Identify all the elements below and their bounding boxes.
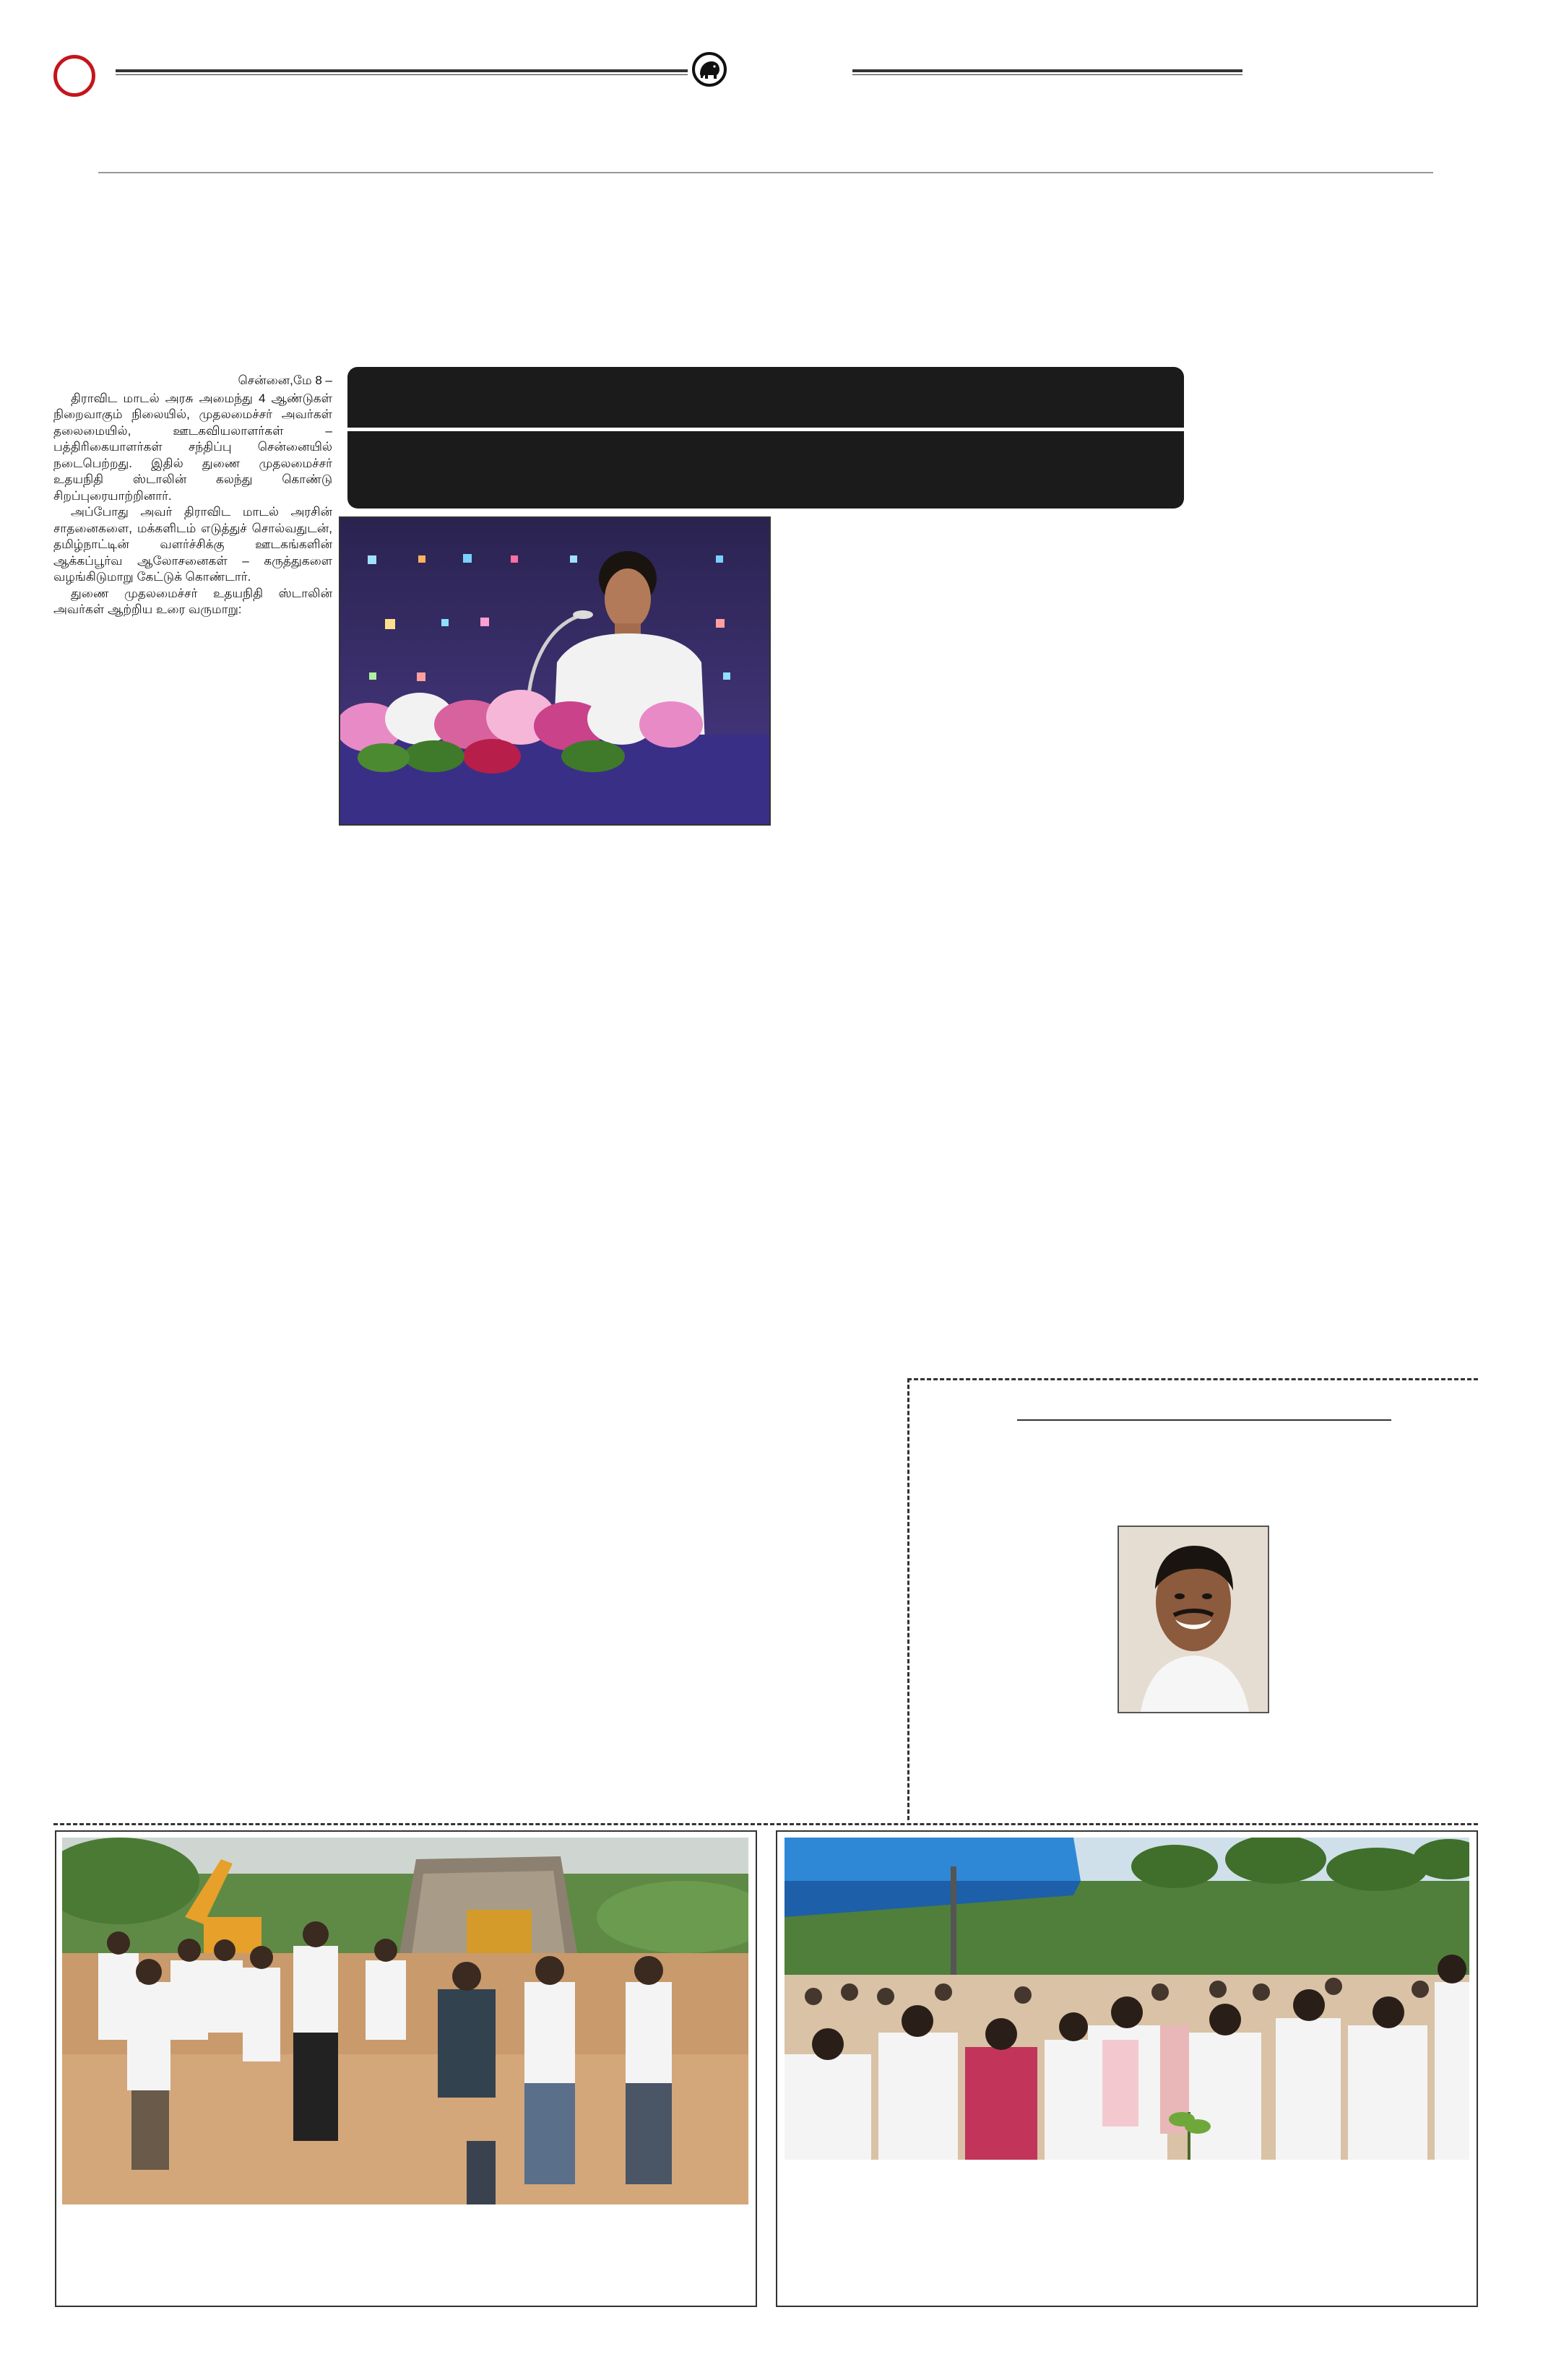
headline-divider xyxy=(347,428,1184,431)
article-paragraph: துணை முதலமைச்சர் உதயநிதி ஸ்டாலின் அவர்கள் ஆற்றிய உரை வருமாறு: xyxy=(53,586,332,616)
sidebox-top-border xyxy=(907,1378,1478,1380)
header-rule-right xyxy=(852,69,1242,75)
site-inspection-photo xyxy=(62,1838,748,2204)
headline-band xyxy=(347,367,1184,509)
article-dateline: சென்னை,மே 8 – xyxy=(238,373,332,387)
sidebox-left-border xyxy=(907,1378,909,1820)
page-marker-circle xyxy=(53,55,95,97)
section-dashed-rule xyxy=(53,1823,1478,1825)
minister-portrait xyxy=(1118,1526,1269,1713)
header-separator xyxy=(98,172,1433,173)
tree-planting-photo xyxy=(785,1838,1469,2160)
sidebox-title-rule xyxy=(1017,1419,1391,1421)
header-rule-left xyxy=(116,69,688,75)
article-paragraph: அப்போது அவர் திராவிட மாடல் அரசின் சாதனைகளை, மக்களிடம் எடுத்துச் சொல்வதுடன், தமிழ்நாட்டின் வளர்ச்சிக்கு ஊடகங்களின் ஆக்கப்பூர்வ ஆலோசனைகள் – கருத்துகளை வழங்கிடுமாறு கேட்டுக் கொண்டார். xyxy=(53,505,332,584)
article-text-column xyxy=(53,373,332,618)
speaker-photo xyxy=(339,516,771,826)
article-paragraph: திராவிட மாடல் அரசு அமைந்து 4 ஆண்டுகள் நிறைவாகும் நிலையில், முதலமைச்சர் அவர்கள் தலைமையில், ஊடகவியலாளர்கள் – பத்திரிகையாளர்கள் சந்திப்பு சென்னையில் நடைபெற்றது. இதில் துணை முதலமைச்சர் உதயநிதி ஸ்டாலின் கலந்து கொண்டு சிறப்புரையாற்றினார். xyxy=(53,391,332,503)
elephant-emblem-icon xyxy=(692,52,727,87)
